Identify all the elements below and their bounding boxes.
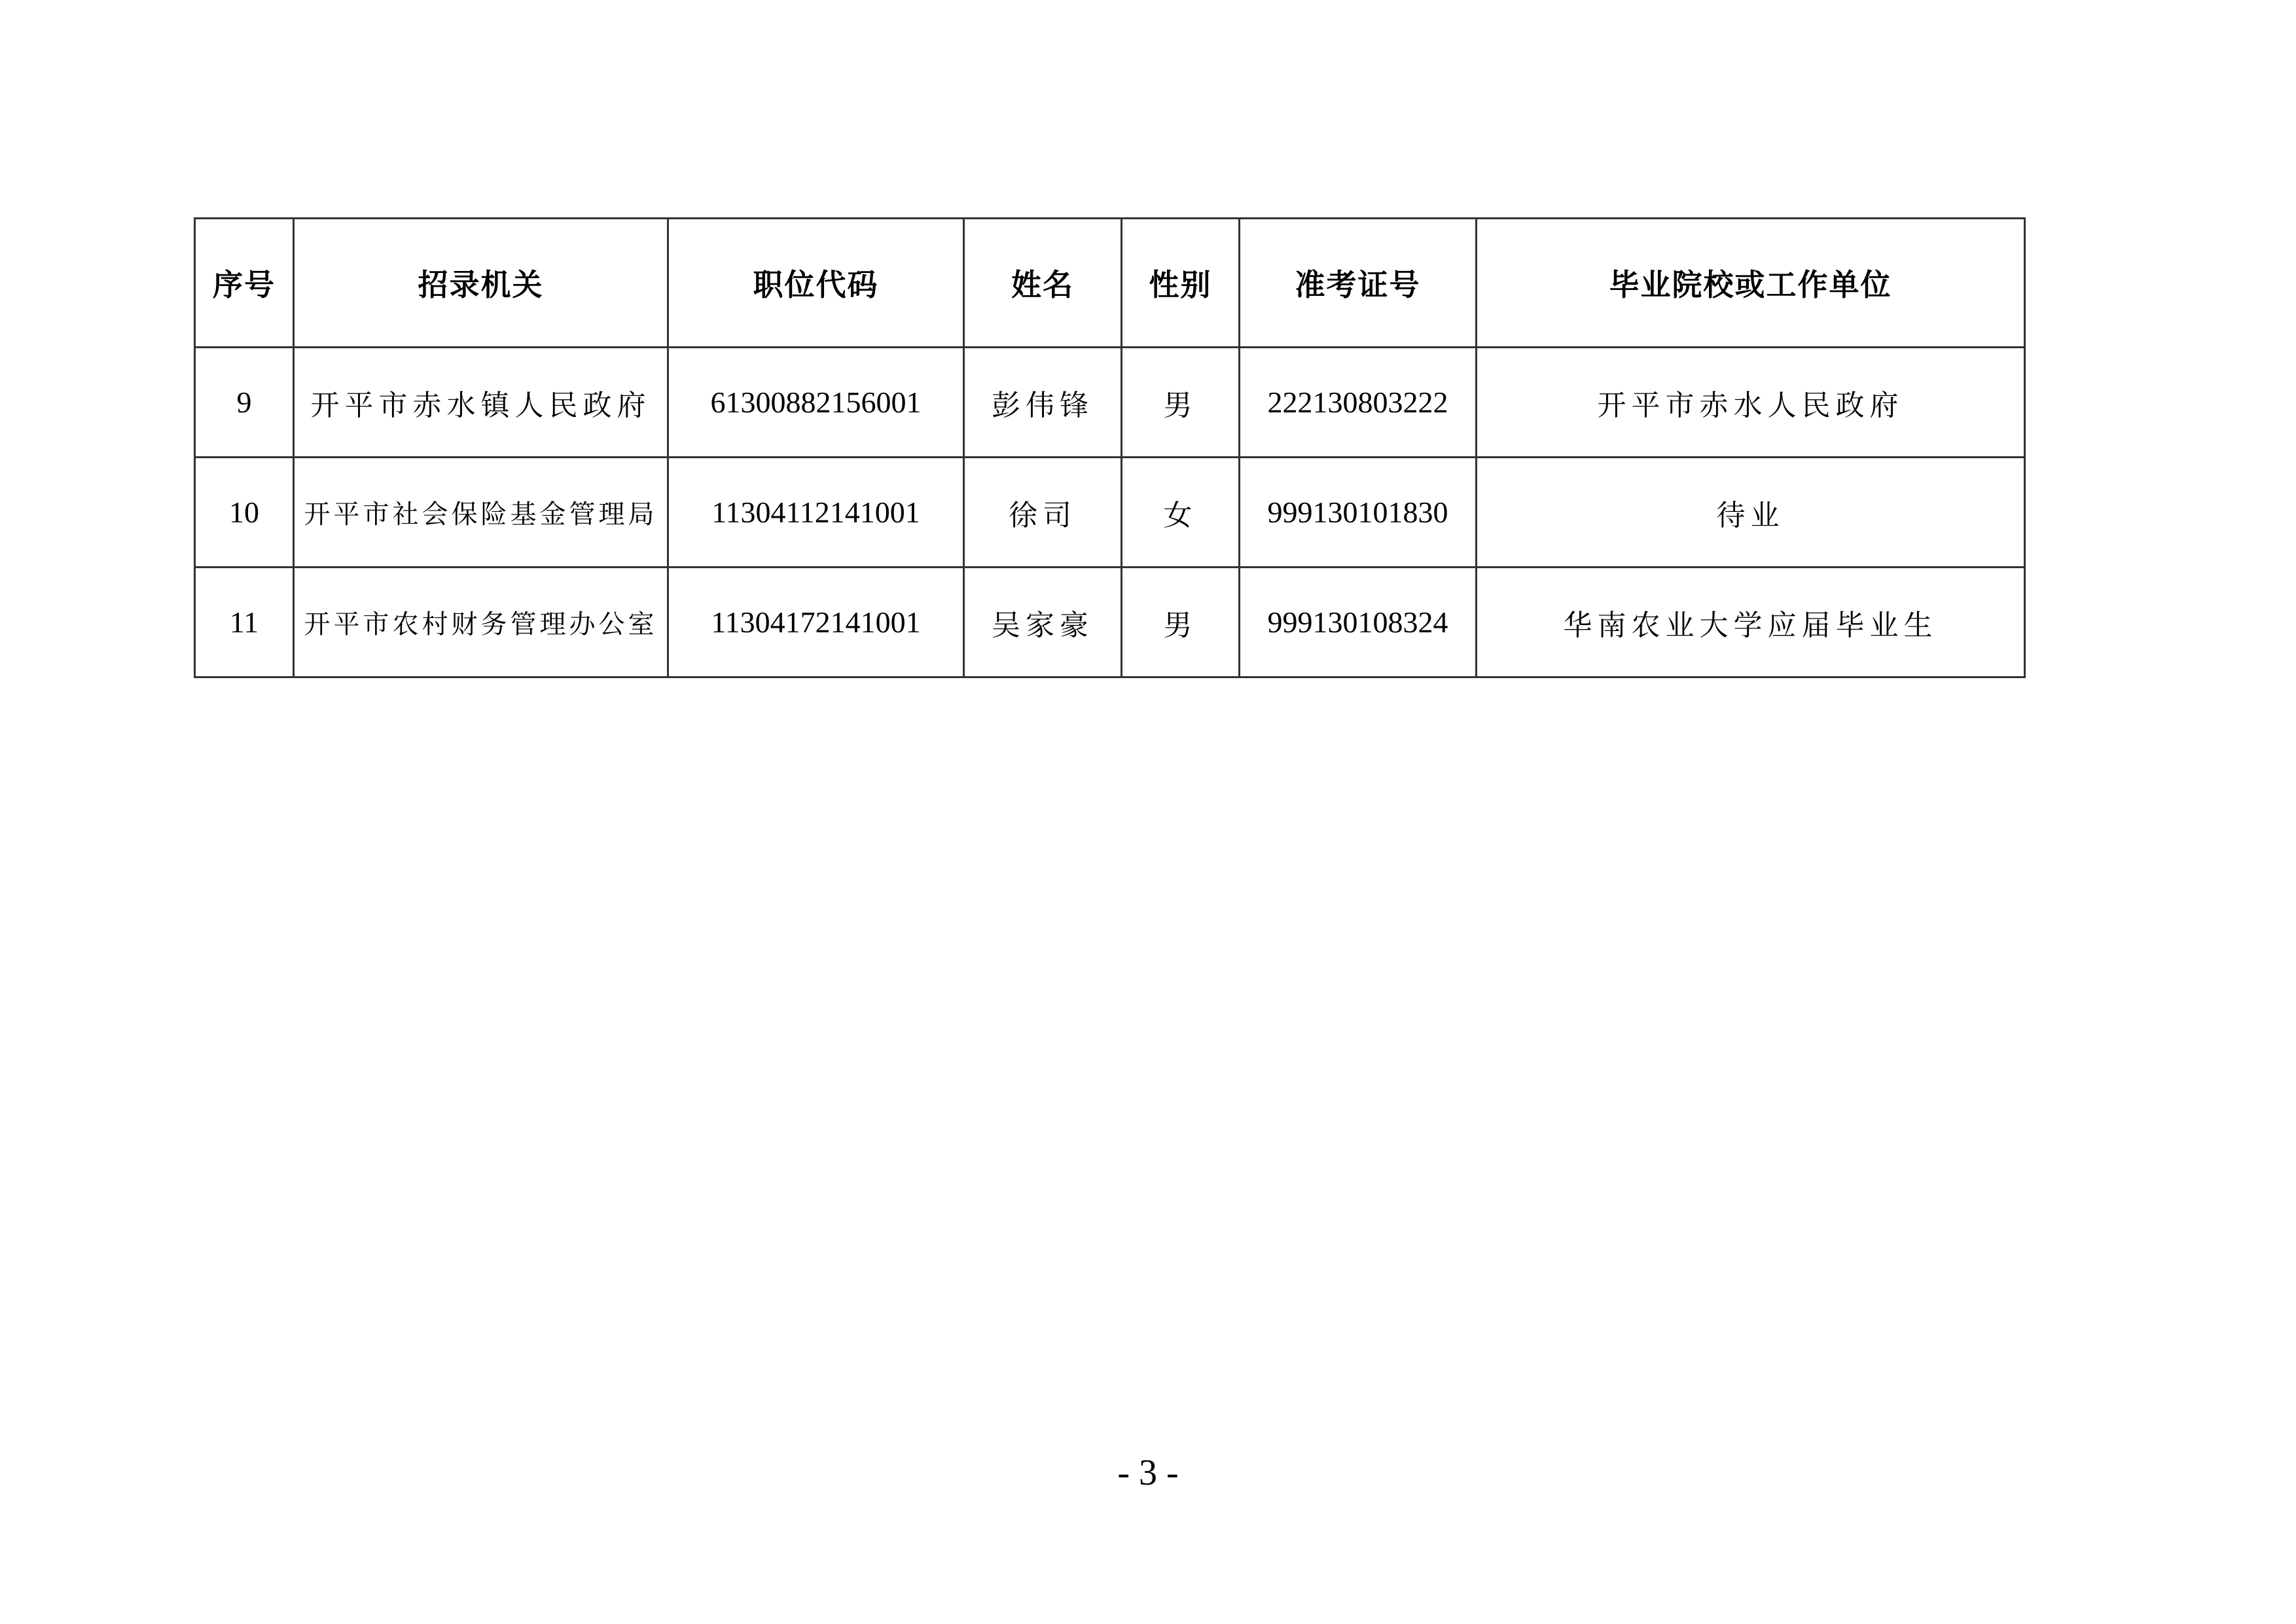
header-school-or-employer: 毕业院校或工作单位 <box>1477 219 2025 348</box>
page-number: - 3 - <box>1117 1453 1179 1493</box>
header-gender: 性别 <box>1122 219 1240 348</box>
cell-school-or-employer: 待业 <box>1477 458 2025 568</box>
cell-school-or-employer: 开平市赤水人民政府 <box>1477 348 2025 458</box>
cell-agency: 开平市赤水镇人民政府 <box>294 348 668 458</box>
table-row <box>195 568 2025 677</box>
cell-name: 彭伟锋 <box>964 348 1122 458</box>
cell-agency: 开平市社会保险基金管理局 <box>294 458 668 568</box>
cell-gender: 女 <box>1122 458 1240 568</box>
cell-index: 11 <box>195 568 294 677</box>
cell-index: 9 <box>195 348 294 458</box>
header-index: 序号 <box>195 219 294 348</box>
cell-agency: 开平市农村财务管理办公室 <box>294 568 668 677</box>
header-name: 姓名 <box>964 219 1122 348</box>
cell-index: 10 <box>195 458 294 568</box>
cell-gender: 男 <box>1122 568 1240 677</box>
cell-exam-id: 999130108324 <box>1240 568 1477 677</box>
cell-position-code: 11304172141001 <box>668 568 964 677</box>
table-row <box>195 458 2025 568</box>
cell-school-or-employer: 华南农业大学应届毕业生 <box>1477 568 2025 677</box>
cell-exam-id: 222130803222 <box>1240 348 1477 458</box>
table-header-row <box>195 219 2025 348</box>
cell-name: 吴家豪 <box>964 568 1122 677</box>
table-row <box>195 348 2025 458</box>
candidate-table <box>194 217 2026 678</box>
header-exam-id: 准考证号 <box>1240 219 1477 348</box>
cell-position-code: 11304112141001 <box>668 458 964 568</box>
header-agency: 招录机关 <box>294 219 668 348</box>
cell-exam-id: 999130101830 <box>1240 458 1477 568</box>
cell-name: 徐司 <box>964 458 1122 568</box>
header-position-code: 职位代码 <box>668 219 964 348</box>
cell-position-code: 61300882156001 <box>668 348 964 458</box>
cell-gender: 男 <box>1122 348 1240 458</box>
